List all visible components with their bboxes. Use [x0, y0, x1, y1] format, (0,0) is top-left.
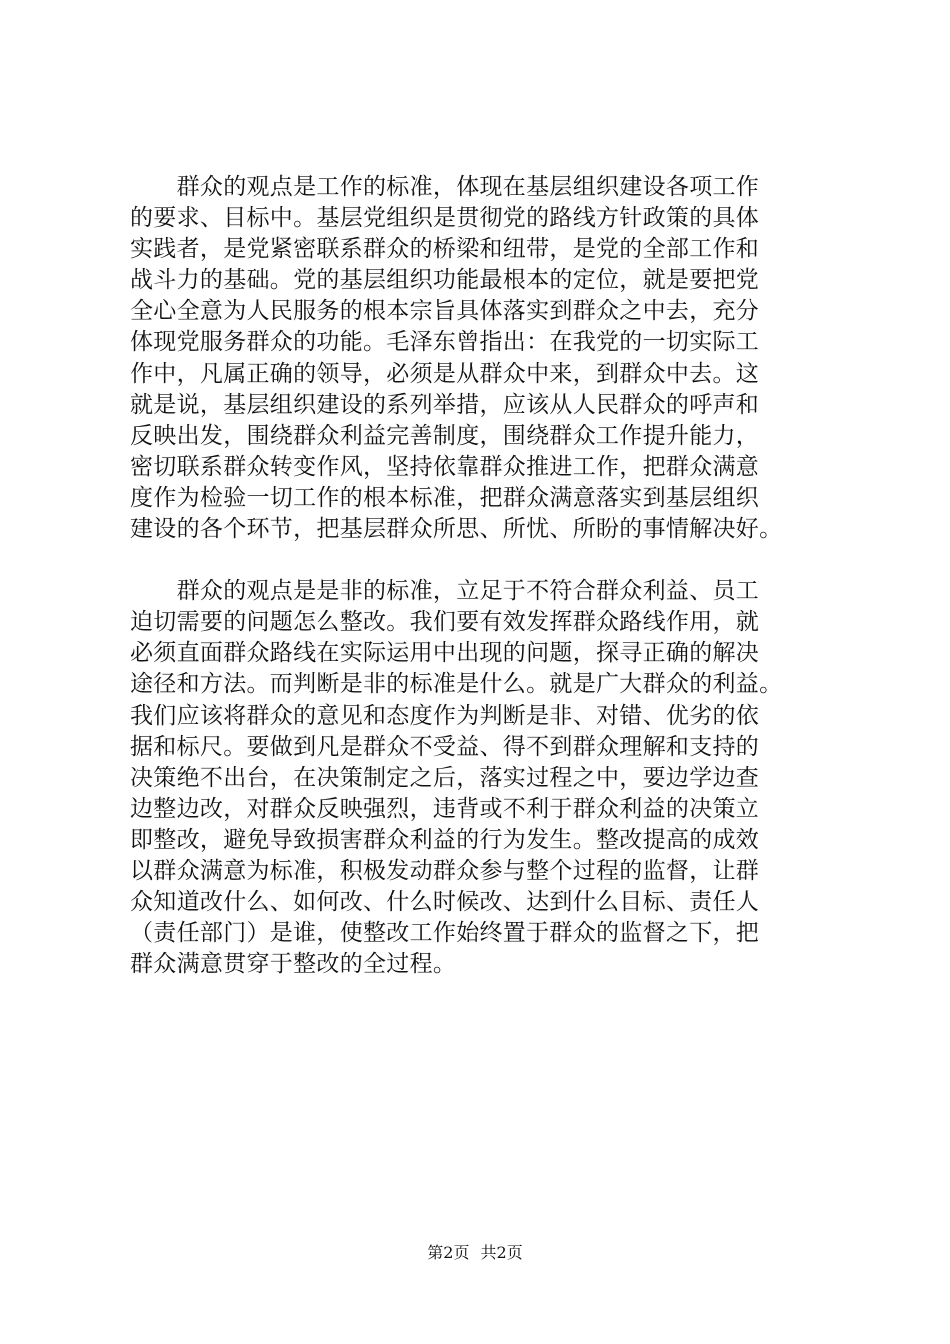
page-number: 第2页 [427, 1243, 470, 1262]
document-body [130, 172, 850, 980]
text-line: 建设的各个环节，把基层群众所思、所忧、所盼的事情解决好。 [130, 516, 783, 543]
text-line: 度作为检验一切工作的根本标准，把群众满意落实到基层组织 [130, 484, 760, 511]
text-line: 众知道改什么、如何改、什么时候改、达到什么目标、责任人 [130, 889, 760, 916]
paragraph-1 [130, 172, 850, 545]
paragraph-2 [130, 576, 850, 980]
text-line: 的要求、目标中。基层党组织是贯彻党的路线方针政策的具体 [130, 205, 760, 232]
text-line: 实践者，是党紧密联系群众的桥梁和纽带，是党的全部工作和 [130, 236, 760, 263]
text-line: 群众的观点是是非的标准，立足于不符合群众利益、员工 [130, 578, 760, 605]
text-line: 体现党服务群众的功能。毛泽东曾指出：在我党的一切实际工 [130, 329, 760, 356]
text-line: 全心全意为人民服务的根本宗旨具体落实到群众之中去，充分 [130, 298, 760, 325]
text-line: 群众满意贯穿于整改的全过程。 [130, 951, 457, 978]
text-line: 战斗力的基础。党的基层组织功能最根本的定位，就是要把党 [130, 267, 760, 294]
text-line: 作中，凡属正确的领导，必须是从群众中来，到群众中去。这 [130, 360, 760, 387]
text-line: 必须直面群众路线在实际运用中出现的问题，探寻正确的解决 [130, 640, 760, 667]
text-line: 群众的观点是工作的标准，体现在基层组织建设各项工作 [130, 174, 760, 200]
page-total: 共2页 [480, 1243, 523, 1262]
text-line: 途径和方法。而判断是非的标准是什么。就是广大群众的利益。 [130, 671, 783, 698]
text-line: （责任部门）是谁，使整改工作始终置于群众的监督之下，把 [130, 920, 760, 947]
text-line: 就是说，基层组织建设的系列举措，应该从人民群众的呼声和 [130, 391, 760, 418]
text-line: 决策绝不出台，在决策制定之后，落实过程之中，要边学边查 [130, 764, 760, 791]
text-line: 据和标尺。要做到凡是群众不受益、得不到群众理解和支持的 [130, 733, 760, 760]
text-line: 即整改，避免导致损害群众利益的行为发生。整改提高的成效 [130, 826, 760, 853]
text-line: 边整边改，对群众反映强烈，违背或不利于群众利益的决策立 [130, 795, 760, 822]
text-line: 迫切需要的问题怎么整改。我们要有效发挥群众路线作用，就 [130, 609, 760, 636]
page-footer [0, 1243, 950, 1263]
text-line: 我们应该将群众的意见和态度作为判断是非、对错、优劣的依 [130, 702, 760, 729]
text-line: 以群众满意为标准，积极发动群众参与整个过程的监督，让群 [130, 857, 760, 884]
text-line: 反映出发，围绕群众利益完善制度，围绕群众工作提升能力， [130, 422, 760, 449]
text-line: 密切联系群众转变作风，坚持依靠群众推进工作，把群众满意 [130, 453, 760, 480]
